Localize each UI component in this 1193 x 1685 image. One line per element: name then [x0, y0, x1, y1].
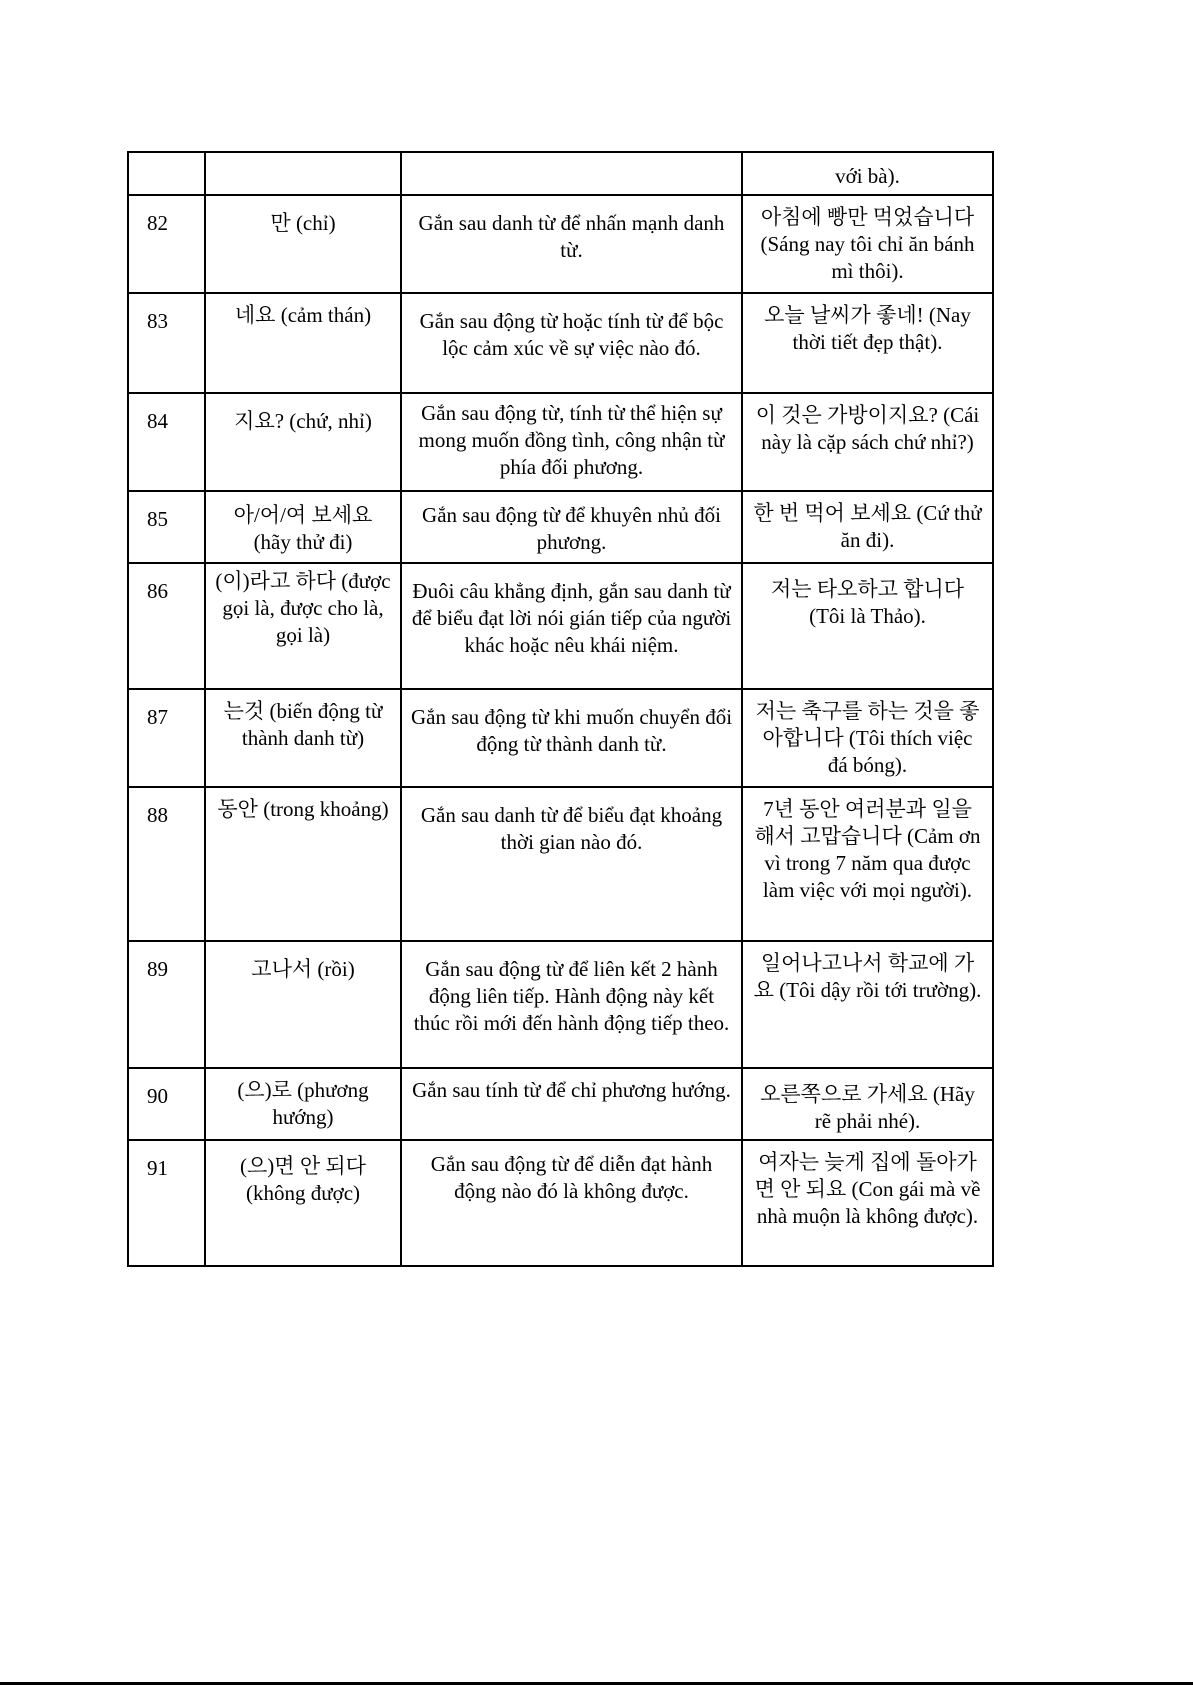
row-number-cell: 91 [128, 1140, 205, 1266]
grammar-cell: 고나서 (rồi) [205, 941, 401, 1068]
grammar-cell: 네요 (cảm thán) [205, 293, 401, 393]
grammar-cell: (이)라고 하다 (được gọi là, được cho là, gọi là) [205, 563, 401, 689]
table-row-continued [128, 152, 993, 195]
example-cell: 저는 축구를 하는 것을 좋아합니다 (Tôi thích việc đá bóng). [742, 689, 993, 787]
grammar-cell: 아/어/여 보세요 (hãy thử đi) [205, 491, 401, 563]
description-cell: Gắn sau động từ để diễn đạt hành động nào đó là không được. [401, 1140, 742, 1266]
example-cell: 여자는 늦게 집에 돌아가면 안 되요 (Con gái mà về nhà muộn là không được). [742, 1140, 993, 1266]
table-row [128, 393, 993, 491]
row-number-cell: 87 [128, 689, 205, 787]
row-number-cell: 86 [128, 563, 205, 689]
table-row [128, 491, 993, 563]
table-row [128, 941, 993, 1068]
grammar-cell: 지요? (chứ, nhỉ) [205, 393, 401, 491]
description-cell: Gắn sau động từ để liên kết 2 hành động liên tiếp. Hành động này kết thúc rồi mới đến hành động tiếp theo. [401, 941, 742, 1068]
grammar-cell [205, 152, 401, 195]
grammar-cell: 는것 (biến động từ thành danh từ) [205, 689, 401, 787]
example-cell: 아침에 빵만 먹었습니다 (Sáng nay tôi chỉ ăn bánh mì thôi). [742, 195, 993, 293]
example-cell: 오늘 날씨가 좋네! (Nay thời tiết đẹp thật). [742, 293, 993, 393]
description-cell: Gắn sau tính từ để chỉ phương hướng. [401, 1068, 742, 1140]
example-cell: 한 번 먹어 보세요 (Cứ thử ăn đi). [742, 491, 993, 563]
row-number-cell: 83 [128, 293, 205, 393]
description-cell: Gắn sau động từ hoặc tính từ để bộc lộc cảm xúc về sự việc nào đó. [401, 293, 742, 393]
grammar-cell: 만 (chỉ) [205, 195, 401, 293]
table-row [128, 1068, 993, 1140]
description-cell: Gắn sau danh từ để biểu đạt khoảng thời gian nào đó. [401, 787, 742, 941]
table-row [128, 563, 993, 689]
example-cell: 7년 동안 여러분과 일을 해서 고맙습니다 (Cảm ơn vì trong 7 năm qua được làm việc với mọi người). [742, 787, 993, 941]
row-number-cell: 90 [128, 1068, 205, 1140]
example-cell: 이 것은 가방이지요? (Cái này là cặp sách chứ nhỉ?) [742, 393, 993, 491]
grammar-cell: (으)로 (phương hướng) [205, 1068, 401, 1140]
row-number-cell: 89 [128, 941, 205, 1068]
table-row [128, 195, 993, 293]
table-row [128, 1140, 993, 1266]
example-cell: 일어나고나서 학교에 가요 (Tôi dậy rồi tới trường). [742, 941, 993, 1068]
row-number-cell: 84 [128, 393, 205, 491]
grammar-table [127, 151, 994, 1267]
row-number-cell: 82 [128, 195, 205, 293]
example-cell: với bà). [742, 152, 993, 195]
table-row [128, 787, 993, 941]
row-number-cell: 88 [128, 787, 205, 941]
description-cell: Gắn sau danh từ để nhấn mạnh danh từ. [401, 195, 742, 293]
row-number-cell: 85 [128, 491, 205, 563]
example-cell: 저는 타오하고 합니다 (Tôi là Thảo). [742, 563, 993, 689]
grammar-cell: 동안 (trong khoảng) [205, 787, 401, 941]
grammar-cell: (으)면 안 되다 (không được) [205, 1140, 401, 1266]
example-cell: 오른쪽으로 가세요 (Hãy rẽ phải nhé). [742, 1068, 993, 1140]
row-number-cell [128, 152, 205, 195]
description-cell [401, 152, 742, 195]
description-cell: Gắn sau động từ khi muốn chuyển đổi động từ thành danh từ. [401, 689, 742, 787]
description-cell: Đuôi câu khẳng định, gắn sau danh từ để biểu đạt lời nói gián tiếp của người khác hoặc nêu khái niệm. [401, 563, 742, 689]
description-cell: Gắn sau động từ, tính từ thể hiện sự mong muốn đồng tình, công nhận từ phía đối phương. [401, 393, 742, 491]
description-cell: Gắn sau động từ để khuyên nhủ đối phương. [401, 491, 742, 563]
table-row [128, 689, 993, 787]
table-row [128, 293, 993, 393]
